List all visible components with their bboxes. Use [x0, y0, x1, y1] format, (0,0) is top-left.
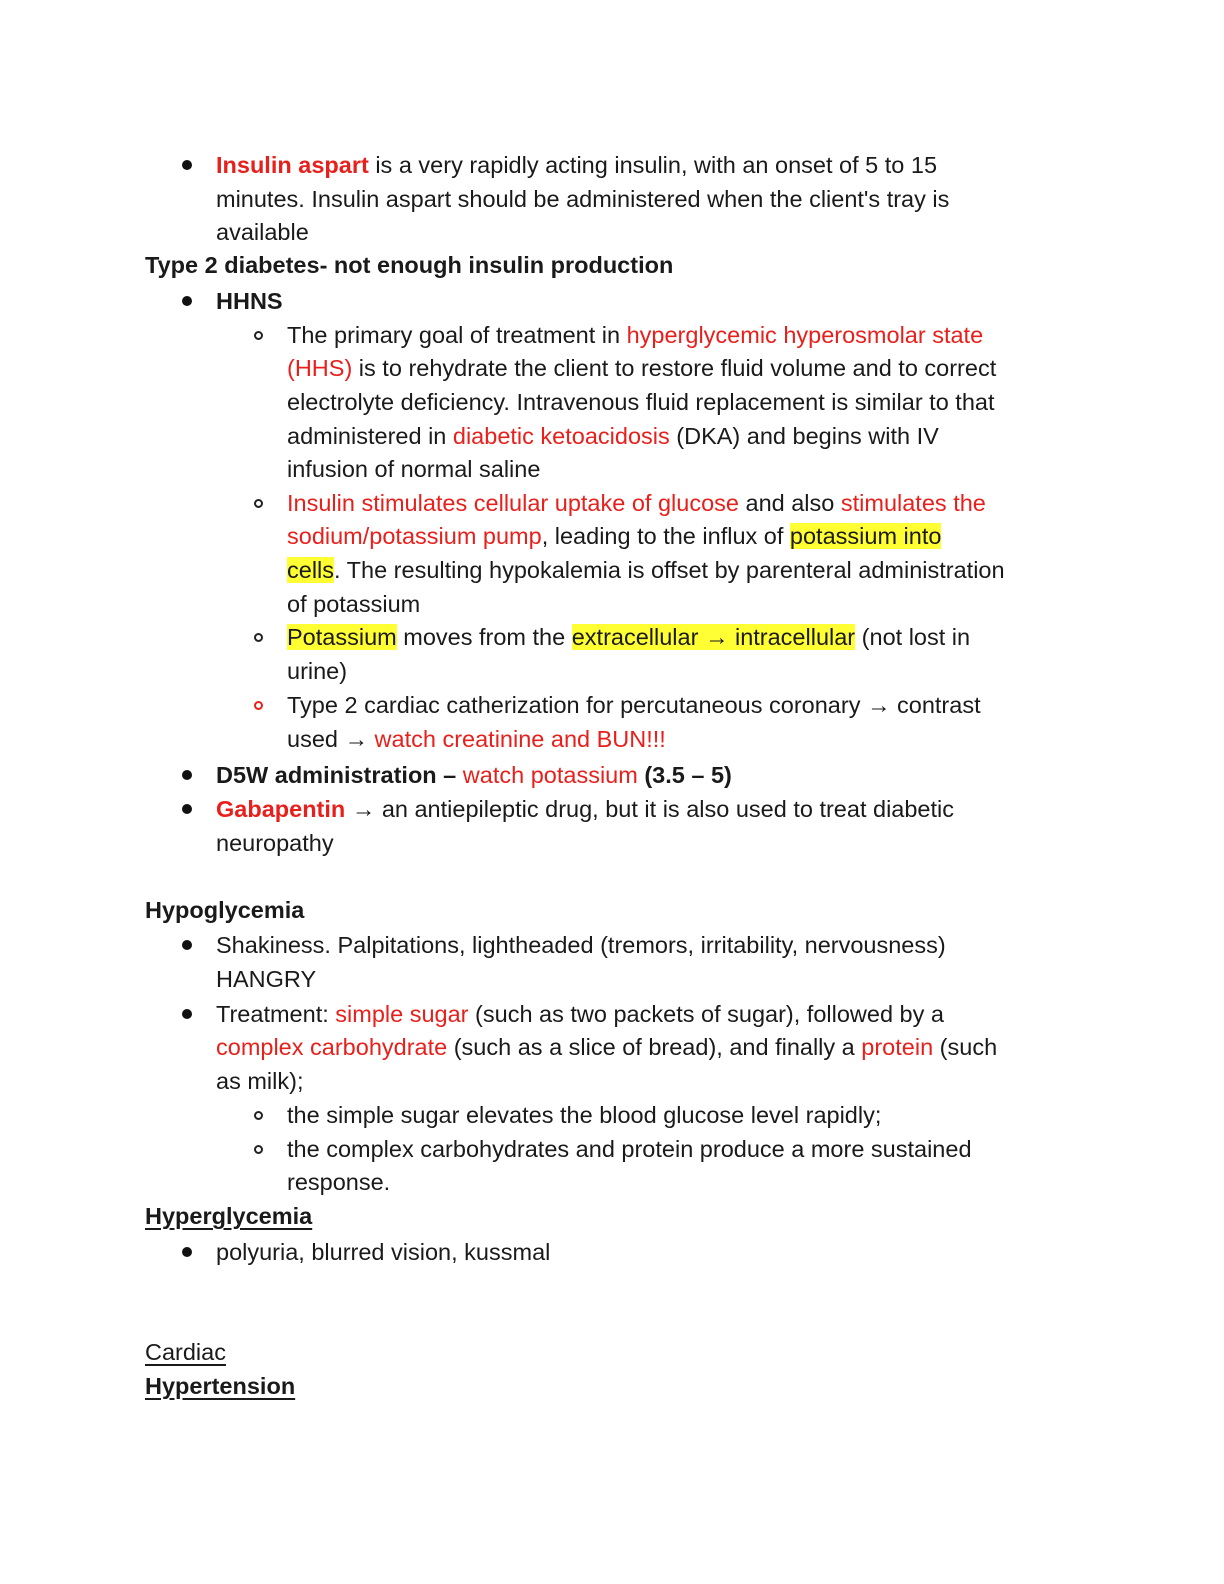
text: and also [738, 490, 841, 516]
term: simple sugar [335, 1001, 469, 1027]
text: used → [287, 726, 375, 752]
bullet [182, 770, 192, 780]
sub-bullet [254, 1145, 263, 1154]
highlight: extracellular → intracellular [571, 624, 856, 650]
hyperglycemia-item: polyuria, blurred vision, kussmal [216, 1239, 551, 1265]
text: administered in [287, 423, 453, 449]
gabapentin-line-1 [216, 794, 954, 824]
treatment-line-2 [216, 1032, 997, 1062]
sub-bullet [254, 499, 263, 508]
text: , leading to the influx of [541, 523, 790, 549]
aspart-line-2: minutes. Insulin aspart should be administered when the client's tray is [216, 186, 950, 212]
gabapentin-line-2: neuropathy [216, 830, 334, 856]
bullet [182, 1009, 192, 1019]
text: is to rehydrate the client to restore fluid volume and to correct [352, 355, 997, 381]
cath-line-1: Type 2 cardiac catherization for percutaneous coronary → contrast [287, 692, 981, 718]
d5w-line [216, 760, 732, 790]
bullet [182, 804, 192, 814]
text: moves from the [396, 624, 572, 650]
term-gabapentin: Gabapentin [216, 796, 346, 822]
hypoglycemia-heading: Hypoglycemia [145, 897, 305, 923]
highlight: potassium into [789, 523, 942, 549]
text: is a very rapidly acting insulin, with an onset of 5 to 15 [368, 152, 938, 178]
sub-line: the complex carbohydrates and protein produce a more sustained [287, 1136, 972, 1162]
potassium-line-1 [287, 622, 970, 652]
aspart-line-3: available [216, 219, 309, 245]
text: D5W administration – [216, 762, 463, 788]
sub-bullet [254, 633, 263, 642]
term: complex carbohydrate [216, 1034, 448, 1060]
term: protein [861, 1034, 934, 1060]
treatment-line-3: as milk); [216, 1068, 304, 1094]
hypertension-heading: Hypertension [145, 1373, 296, 1399]
goal-line-5: infusion of normal saline [287, 456, 541, 482]
hhns-label: HHNS [216, 288, 283, 314]
goal-line-3: electrolyte deficiency. Intravenous fluid replacement is similar to that [287, 389, 995, 415]
highlight: Potassium [287, 624, 397, 650]
term-dka: diabetic ketoacidosis [452, 423, 670, 449]
sub-bullet [254, 1111, 263, 1120]
bullet [182, 296, 192, 306]
sub-bullet [254, 331, 263, 340]
term-hhs: hyperglycemic hyperosmolar state [626, 322, 984, 348]
insulin-line-2 [287, 521, 941, 551]
goal-line-4 [287, 421, 939, 451]
term: Insulin stimulates cellular uptake of glucose [287, 490, 739, 516]
text: . The resulting hypokalemia is offset by parenteral administration [334, 557, 1005, 583]
text: → an antiepileptic drug, but it is also used to treat diabetic [345, 796, 955, 822]
sub-line: response. [287, 1169, 391, 1195]
text: (3.5 – 5) [637, 762, 732, 788]
bullet [182, 1247, 192, 1257]
treatment-line-1 [216, 999, 944, 1029]
term-insulin-aspart: Insulin aspart [216, 152, 369, 178]
insulin-line-1 [287, 488, 986, 518]
goal-line-1 [287, 320, 983, 350]
goal-line-2 [287, 353, 996, 383]
text: (such as two packets of sugar), followed by a [468, 1001, 944, 1027]
term: sodium/potassium pump [287, 523, 542, 549]
text: (such as a slice of bread), and finally a [447, 1034, 862, 1060]
type2-heading: Type 2 diabetes- not enough insulin production [145, 252, 674, 278]
symptoms-line-2: HANGRY [216, 966, 317, 992]
insulin-line-3 [287, 555, 1005, 585]
text: (such [933, 1034, 998, 1060]
bullet [182, 160, 192, 170]
symptoms-line-1: Shakiness. Palpitations, lightheaded (tremors, irritability, nervousness) [216, 932, 946, 958]
text: (DKA) and begins with IV [669, 423, 939, 449]
cardiac-heading: Cardiac [145, 1339, 226, 1365]
text: The primary goal of treatment in [287, 322, 627, 348]
bullet [182, 940, 192, 950]
highlight: cells [287, 557, 335, 583]
text: (not lost in [855, 624, 971, 650]
text: Treatment: [216, 1001, 336, 1027]
insulin-line-4: of potassium [287, 591, 421, 617]
sub-bullet [254, 701, 263, 710]
potassium-line-2: urine) [287, 658, 348, 684]
term: watch potassium [462, 762, 638, 788]
term: stimulates the [840, 490, 986, 516]
term: watch creatinine and BUN!!! [374, 726, 666, 752]
term-hhs-abbr: (HHS) [287, 355, 353, 381]
cath-line-2 [287, 724, 666, 754]
sub-line: the simple sugar elevates the blood glucose level rapidly; [287, 1102, 882, 1128]
aspart-line-1 [216, 150, 937, 180]
hyperglycemia-heading: Hyperglycemia [145, 1203, 313, 1229]
